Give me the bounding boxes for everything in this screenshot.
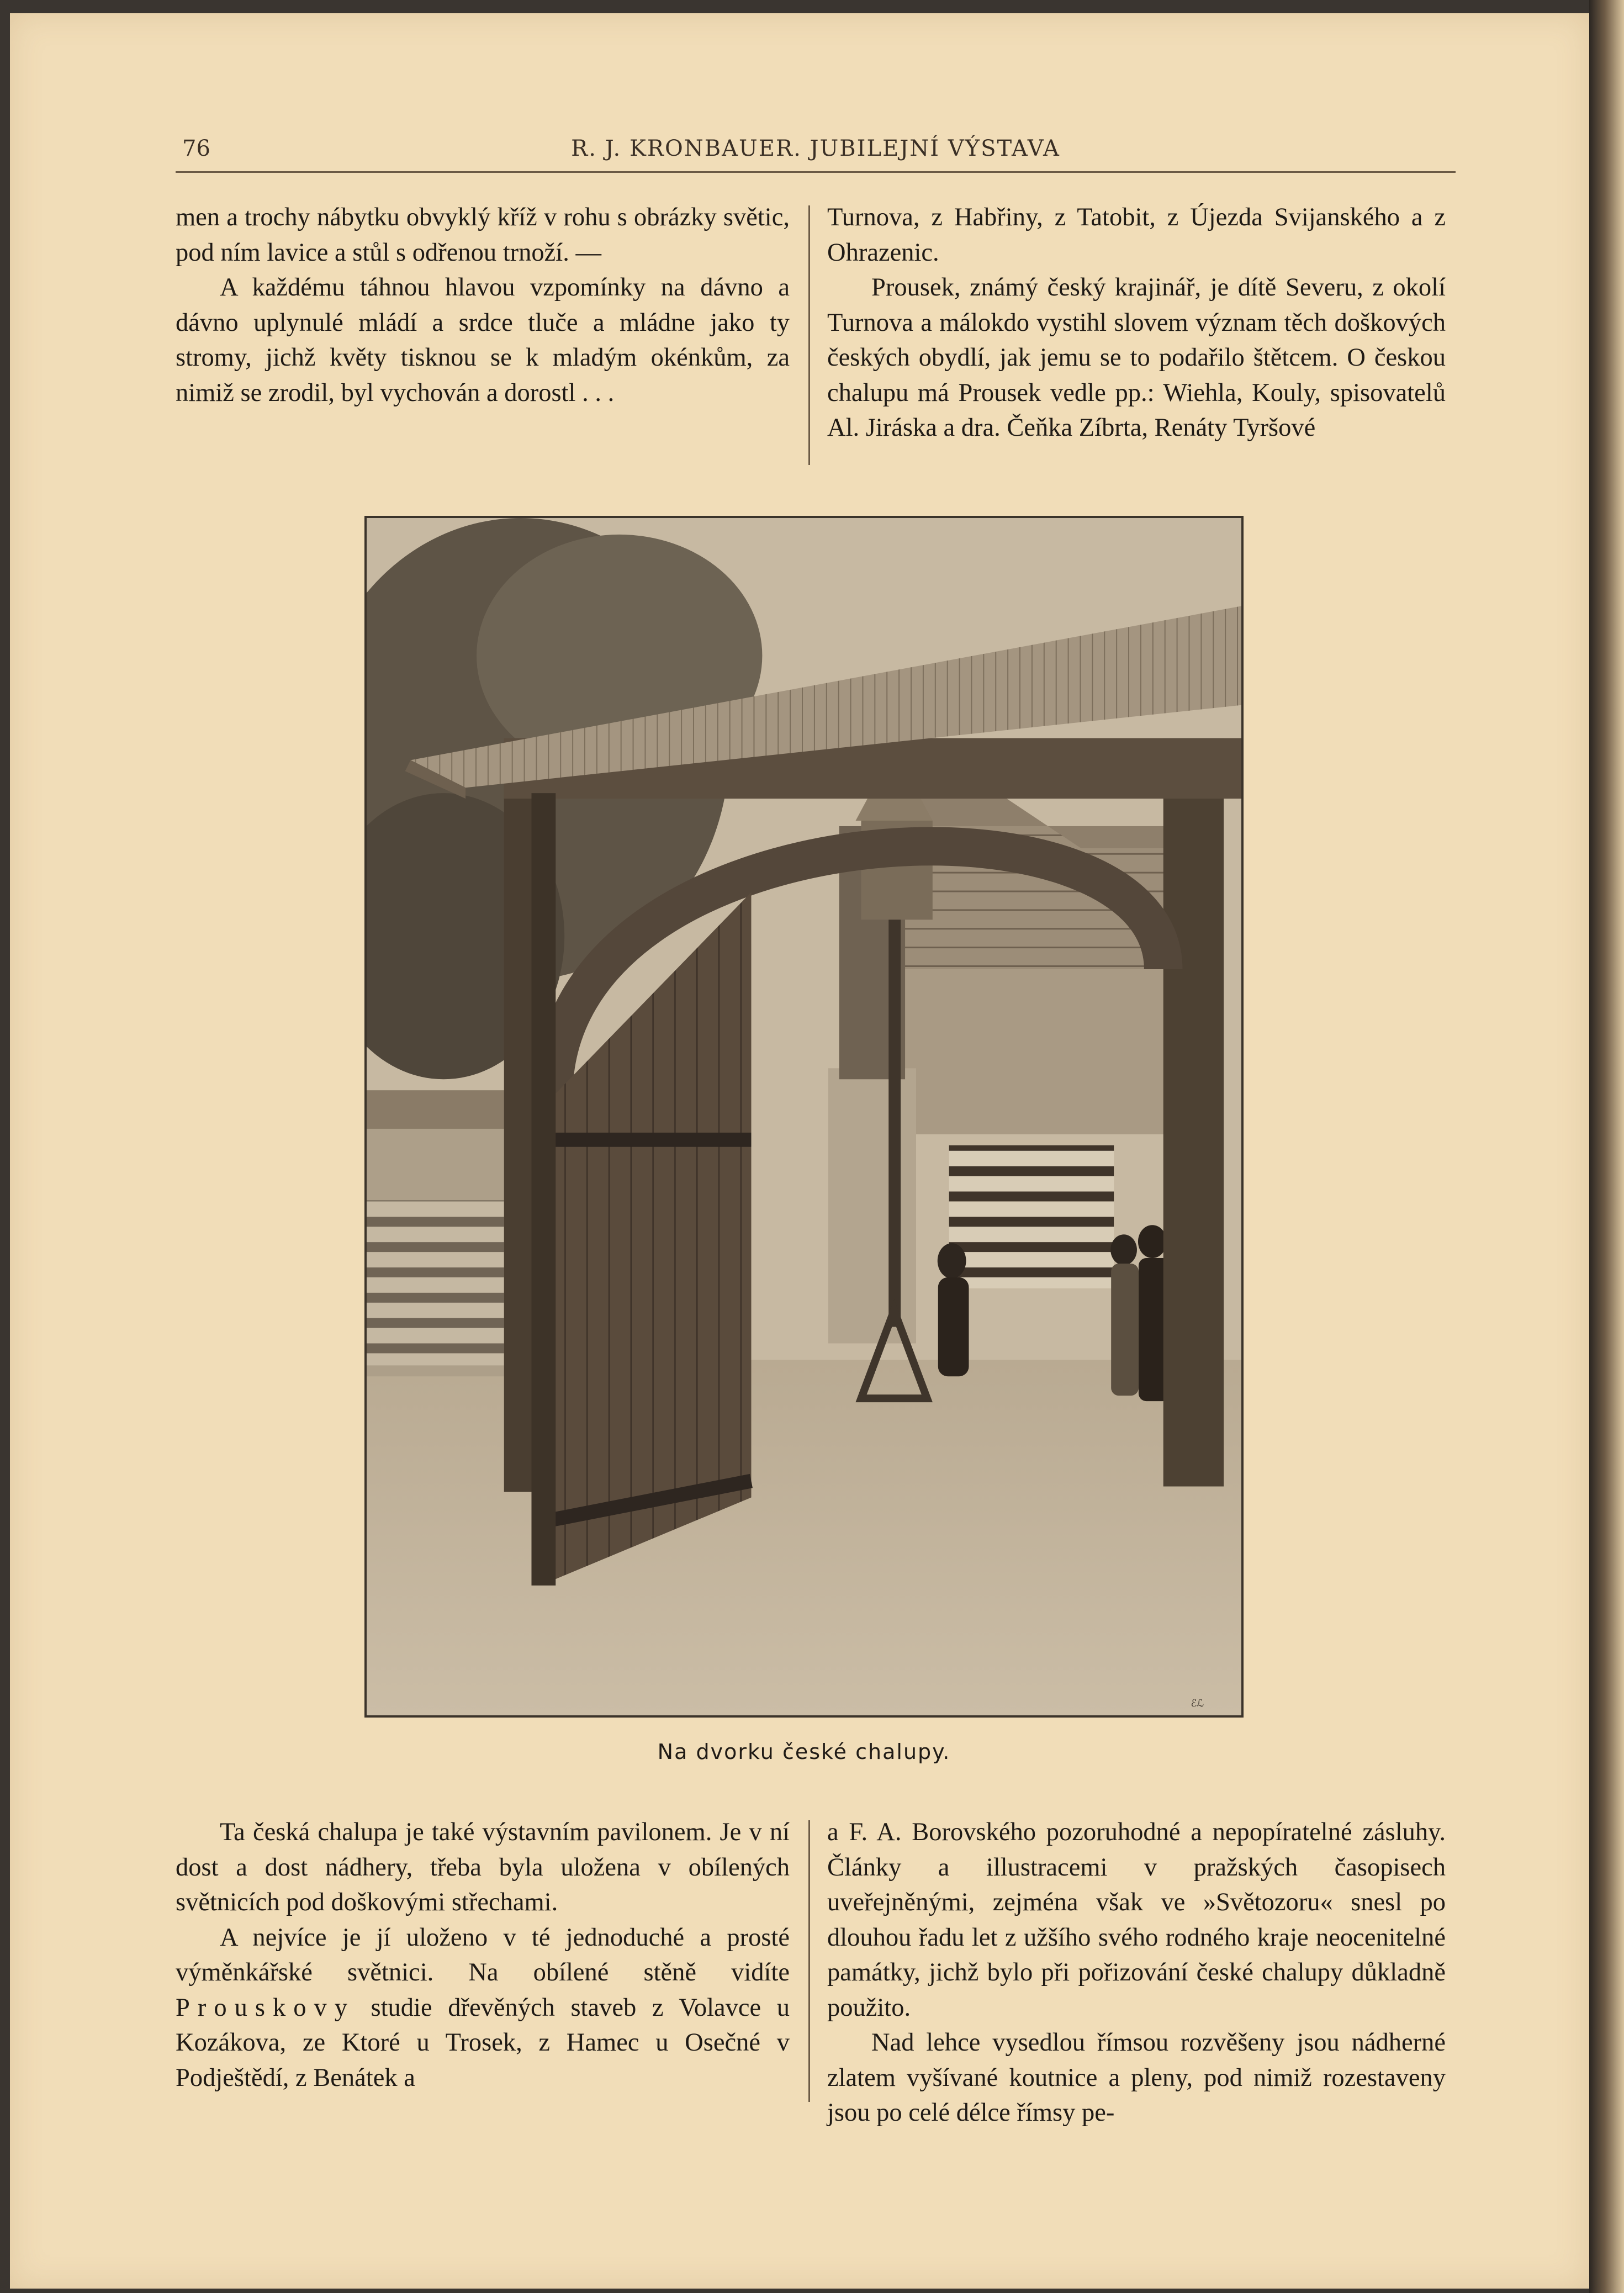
paragraph: Turnova, z Habřiny, z Tatobit, z Újezda Svijanského a z Ohrazenic.	[827, 203, 1446, 267]
paragraph: Prousek, známý český krajinář, je dítě Severu, z okolí Turnova a málokdo vystihl slovem význam těch doškových českých obydlí, jak jemu se to podařilo štětcem. O českou chalupu má Prousek vedle pp.: Wiehla, Kouly, spisovatelů Al. Jiráska a dra. Čeňka Zíbrta, Renáty Tyršové	[827, 273, 1446, 442]
paragraph: a F. A. Borovského pozoruhodné a nepopíratelné zásluhy. Články a illustracemi v pražských časopisech uveřejněnými, zejména však ve »Světozoru« snesl po dlouhou řadu let z užšího svého rodného kraje neocenitelné památky, jichž bylo při pořizování české chalupy důkladně použito.	[827, 1818, 1446, 2022]
page-number: 76	[182, 136, 210, 161]
column-rule-bottom	[808, 1820, 810, 2102]
paragraph	[176, 1920, 790, 2096]
bottom-right-column	[827, 1815, 1446, 2131]
page-header	[176, 133, 1456, 173]
paragraph-text: studie dřevěných staveb z Volavce u Kozákova, ze Ktoré u Trosek, z Hamec u Osečné v Podještědí, z Benátek a	[176, 1993, 790, 2092]
paragraph: Nad lehce vysedlou římsou rozvěšeny jsou nádherné zlatem vyšívané koutnice a pleny, pod nimiž rozestaveny jsou po celé délce římsy pe-	[827, 2028, 1446, 2127]
engraver-signature: ℰℒ	[1191, 1698, 1204, 1710]
paragraph-text: A nejvíce je jí uloženo v té jednoduché a prosté výměnkářské světnici. Na obílené stěně vidíte	[176, 1923, 790, 1986]
top-left-column	[176, 200, 790, 410]
running-title: R. J. KRONBAUER. JUBILEJNÍ VÝSTAVA	[571, 136, 1060, 161]
paragraph: men a trochy nábytku obvyklý kříž v rohu s obrázky světic, pod ním lavice a stůl s odřenou trnoží. —	[176, 203, 790, 267]
photograph-courtyard-gate	[364, 516, 1244, 1718]
column-rule-top	[808, 205, 810, 465]
figure-caption: Na dvorku české chalupy.	[657, 1740, 951, 1764]
paragraph: A každému táhnou hlavou vzpomínky na dávno a dávno uplynulé mládí a srdce tluče a mládne jako ty stromy, jichž květy tisknou se k mladým okénkům, za nimiž se zrodil, byl vychován a dorostl . . .	[176, 273, 790, 407]
book-binding-edge	[1589, 0, 1624, 2293]
bottom-left-column	[176, 1815, 790, 2095]
painter-name-spaced: Prouskovy	[176, 1993, 355, 2022]
paragraph: Ta česká chalupa je také výstavním pavilonem. Je v ní dost a dost nádhery, třeba byla uložena v obílených světnicích pod doškovými střechami.	[176, 1818, 790, 1916]
top-right-column	[827, 200, 1446, 446]
photograph-image	[367, 518, 1241, 1715]
